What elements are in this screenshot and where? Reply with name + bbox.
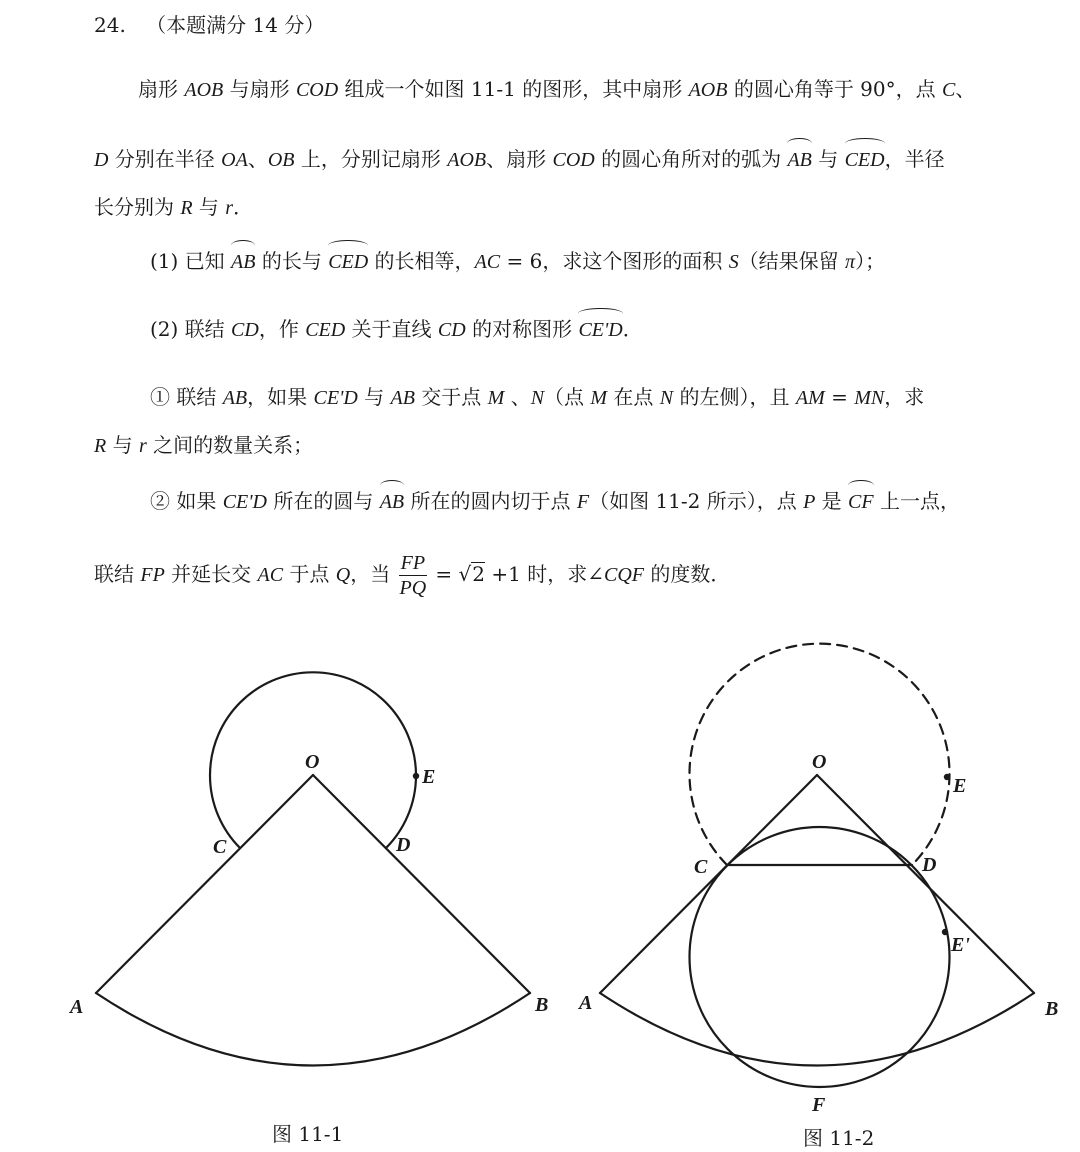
math: CE'D: [222, 491, 267, 513]
math: r: [225, 197, 234, 219]
text: (2) 联结: [150, 317, 232, 341]
fig1-label-b: B: [535, 994, 549, 1016]
fig1-radius-oa: [96, 775, 313, 993]
text: ．: [233, 195, 254, 219]
math: AB: [222, 387, 248, 409]
text: 组成一个如图 11-1 的图形，其中扇形: [338, 77, 689, 101]
text: 、: [247, 147, 268, 171]
arc-ab: AB: [380, 487, 404, 517]
math: M: [487, 387, 505, 409]
fig2-label-b: B: [1045, 998, 1059, 1020]
text: 是: [815, 489, 849, 513]
fig1-label-a: A: [70, 996, 84, 1018]
text: 上，分别记扇形: [294, 147, 448, 171]
fig1-arc-ab: [96, 993, 530, 1066]
math: S: [728, 251, 739, 273]
text: 与: [811, 147, 845, 171]
math: AOB: [184, 79, 224, 101]
math: F: [576, 491, 590, 513]
text: 的长与: [255, 249, 329, 273]
fig1-radius-ob: [313, 775, 530, 993]
fig1-label-d: D: [396, 834, 411, 856]
fig2-label-e-prime: E': [951, 934, 970, 956]
sqrt-radicand: 2: [472, 562, 486, 586]
math: R: [180, 197, 193, 219]
arc-ab: AB: [231, 247, 255, 277]
math: OA: [221, 149, 248, 171]
math: CE'D: [313, 387, 358, 409]
text: 关于直线: [345, 317, 438, 341]
math: N: [530, 387, 545, 409]
text: 与: [106, 433, 139, 457]
math: AOB: [447, 149, 487, 171]
fig1-label-c: C: [213, 836, 227, 858]
text: =: [429, 562, 459, 586]
fig2-label-a: A: [579, 992, 593, 1014]
text: 、: [955, 77, 976, 101]
text: 、: [504, 385, 531, 409]
text: 并延长交: [164, 562, 258, 586]
arc-ce-prime-d: CE'D: [578, 315, 622, 345]
fig2-label-c: C: [694, 856, 708, 878]
text: (1) 已知: [150, 249, 232, 273]
math: OB: [267, 149, 295, 171]
math: AC: [257, 564, 284, 586]
text: 长分别为: [94, 195, 181, 219]
text: 的圆心角所对的弧为: [594, 147, 788, 171]
arc-ced: CED: [845, 145, 885, 175]
math: AC: [474, 251, 501, 273]
math: CD: [231, 319, 259, 341]
question-number: 24.: [94, 13, 126, 37]
text: ，半径: [884, 147, 945, 171]
math: M: [590, 387, 608, 409]
arc-cf: CF: [848, 487, 874, 517]
text: （结果保留: [738, 249, 846, 273]
text: ，如果: [247, 385, 314, 409]
arc-ab: AB: [787, 145, 811, 175]
text: 扇形: [138, 77, 185, 101]
math: R: [94, 435, 107, 457]
question-score: （本题满分 14 分）: [146, 13, 325, 37]
text: 的圆心角等于 90°，点: [727, 77, 942, 101]
fig2-radius-oa: [600, 775, 817, 993]
fraction-denominator: PQ: [399, 577, 427, 599]
math: Q: [335, 564, 351, 586]
math: π: [845, 251, 856, 273]
math: D: [94, 149, 109, 171]
math: P: [803, 491, 816, 513]
fig2-radius-ob: [817, 775, 1034, 993]
text: +1 时，求∠: [485, 562, 604, 586]
fig2-point-e: [944, 774, 950, 780]
text: 的对称图形: [465, 317, 579, 341]
text: （如图 11-2 所示），点: [589, 489, 804, 513]
math: COD: [552, 149, 595, 171]
text: ，求: [884, 385, 925, 409]
fig2-arc-ab: [600, 993, 1034, 1066]
text: 与: [192, 195, 226, 219]
text: ② 如果: [150, 489, 223, 513]
fraction-numerator: FP: [400, 552, 426, 574]
math: AB: [390, 387, 415, 409]
fig2-label-d: D: [922, 854, 937, 876]
text: 于点: [283, 562, 336, 586]
text: ① 联结: [150, 385, 223, 409]
text: 与: [357, 385, 391, 409]
fig2-label-o: O: [812, 751, 827, 773]
text: ，当: [350, 562, 397, 586]
fig1-label-e: E: [422, 766, 436, 788]
text: ，作: [258, 317, 306, 341]
fig2-point-e-prime: [942, 929, 948, 935]
text: 分别在半径: [108, 147, 222, 171]
text: 所在的圆内切于点: [404, 489, 577, 513]
fig1-label-o: O: [305, 751, 320, 773]
math: AOB: [688, 79, 728, 101]
math: FP: [140, 564, 165, 586]
text: 上一点，: [873, 489, 960, 513]
fig2-label-e: E: [953, 775, 967, 797]
text: 的左侧），且: [673, 385, 796, 409]
math: C: [942, 79, 956, 101]
text: ．: [622, 317, 643, 341]
text: 的长相等，: [368, 249, 475, 273]
math: CED: [305, 319, 346, 341]
arc-ced: CED: [328, 247, 368, 277]
figure-1-caption: 图 11-1: [272, 1122, 344, 1146]
text: 、扇形: [486, 147, 553, 171]
math: CQF: [603, 564, 644, 586]
text: 所在的圆与: [267, 489, 380, 513]
math: CD: [437, 319, 466, 341]
math: MN: [854, 387, 885, 409]
math: N: [659, 387, 674, 409]
text: 在点: [607, 385, 660, 409]
text: ）；: [855, 249, 886, 273]
figure-2-caption: 图 11-2: [803, 1126, 875, 1150]
text: = 6，求这个图形的面积: [500, 249, 729, 273]
math: AM: [795, 387, 825, 409]
sqrt-sign: √: [458, 562, 472, 586]
text: 交于点: [414, 385, 488, 409]
math: COD: [295, 79, 339, 101]
text: =: [824, 385, 855, 409]
text: 联结: [94, 562, 141, 586]
text: 之间的数量关系；: [146, 433, 314, 457]
fig2-label-f: F: [812, 1094, 826, 1116]
fig1-point-e: [413, 773, 419, 779]
text: 的度数．: [643, 562, 731, 586]
math: r: [138, 435, 147, 457]
text: 与扇形: [223, 77, 296, 101]
text: （点: [544, 385, 591, 409]
